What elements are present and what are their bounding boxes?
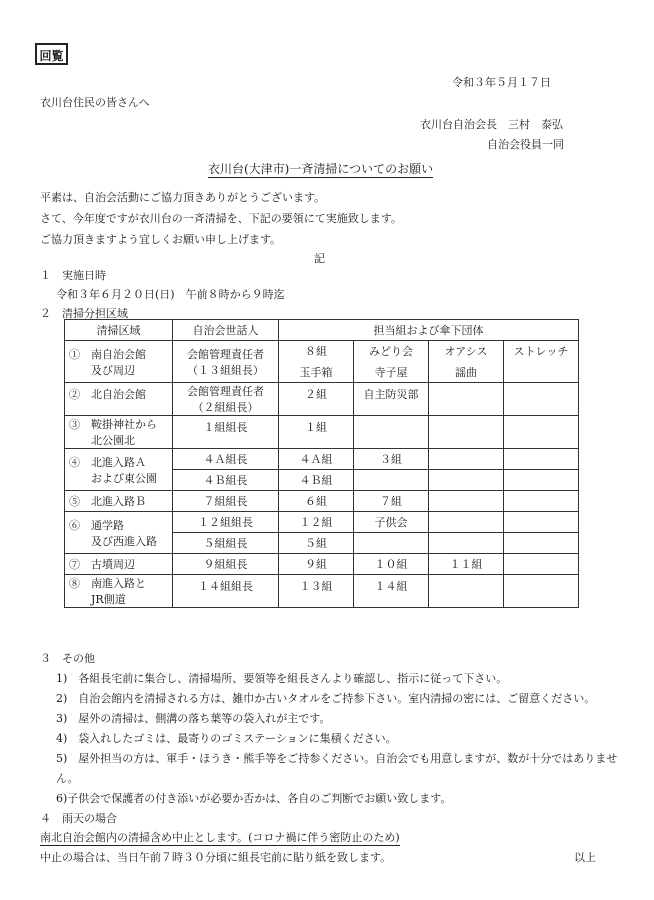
row8-manager: １４組組長 (173, 575, 279, 608)
empty-cell (504, 470, 579, 491)
row3-area: ③ 鞍掛神社から 北公園北 (65, 416, 173, 449)
table-row (65, 341, 579, 362)
table-header-row (65, 320, 579, 341)
empty-cell (429, 383, 504, 416)
empty-cell (429, 416, 504, 449)
empty-cell (504, 416, 579, 449)
row1-area: ① 南自治会館 及び周辺 (65, 341, 173, 383)
ki-mark: 記 (314, 252, 325, 265)
row7-area: ⑦ 古墳周辺 (65, 554, 173, 575)
row4-group1b: ４Ｂ組 (279, 470, 354, 491)
empty-cell (504, 533, 579, 554)
closing-mark: 以上 (574, 851, 596, 864)
row5-group2: ７組 (354, 491, 429, 512)
row2-manager: 会館管理責任者 （２組組長） (173, 383, 279, 416)
section3-item-4: 4) 袋入れしたゴミは、最寄りのゴミステーションに集積ください。 (56, 732, 397, 745)
section4-heading: ４ 雨天の場合 (40, 812, 117, 825)
empty-cell (354, 533, 429, 554)
table-row (65, 449, 579, 470)
row7-group1: ９組 (279, 554, 354, 575)
section1-heading: １ 実施日時 (40, 269, 106, 282)
row8-area: ⑧ 南進入路と JR側道 (65, 575, 173, 608)
circular-stamp: 回覧 (35, 43, 68, 65)
header-groups: 担当組および傘下団体 (279, 320, 579, 341)
document-date: 令和３年５月１７日 (452, 76, 551, 89)
empty-cell (504, 491, 579, 512)
section3-heading: ３ その他 (40, 652, 95, 665)
row8-group2: １４組 (354, 575, 429, 608)
recipient: 衣川台住民の皆さんへ (40, 96, 150, 109)
sub-header-midori: みどり会 (354, 341, 429, 362)
sender-name: 衣川台自治会長 三村 泰弘 (420, 118, 563, 131)
row2-group2: 自主防災部 (354, 383, 429, 416)
section4-body: 中止の場合は、当日午前７時３０分頃に組長宅前に貼り紙を致します。 (40, 851, 392, 864)
sub-header-oasis: オアシス (429, 341, 504, 362)
row2-area: ② 北自治会館 (65, 383, 173, 416)
empty-cell (429, 575, 504, 608)
row6-manager-b: ５組組長 (173, 533, 279, 554)
row5-area: ⑤ 北進入路Ｂ (65, 491, 173, 512)
row5-manager: ７組組長 (173, 491, 279, 512)
sub-sub-tamatebako: 玉手箱 (279, 362, 354, 383)
row5-group1: ６組 (279, 491, 354, 512)
table-row (65, 575, 579, 608)
row1-manager: 会館管理責任者 （１３組組長） (173, 341, 279, 383)
empty-cell (504, 449, 579, 470)
empty-cell (354, 416, 429, 449)
empty-cell (429, 533, 504, 554)
empty-cell (504, 383, 579, 416)
row7-manager: ９組組長 (173, 554, 279, 575)
table-row (65, 416, 579, 449)
section3-item-5-cont: ん。 (56, 772, 79, 785)
sub-sub-terakoya: 寺子屋 (354, 362, 429, 383)
intro-line-2: さて、今年度ですが衣川台の一斉清掃を、下記の要領にて実施致します。 (40, 212, 402, 225)
empty-cell (429, 512, 504, 533)
empty-cell (504, 512, 579, 533)
header-manager: 自治会世話人 (173, 320, 279, 341)
table-row (65, 512, 579, 533)
section3-item-6: 6)子供会で保護者の付き添いが必要か否かは、各自のご判断でお願い致します。 (56, 792, 452, 805)
row7-group2: １０組 (354, 554, 429, 575)
row4-manager-a: ４Ａ組長 (173, 449, 279, 470)
cleaning-area-table (64, 319, 579, 608)
empty-cell (504, 362, 579, 383)
row6-group2: 子供会 (354, 512, 429, 533)
header-area: 清掃区域 (65, 320, 173, 341)
sub-sub-youkyoku: 謡曲 (429, 362, 504, 383)
document-title-text: 衣川台(大津市)一斉清掃についてのお願い (208, 162, 434, 176)
row4-group2: ３組 (354, 449, 429, 470)
empty-cell (429, 470, 504, 491)
row8-group1: １３組 (279, 575, 354, 608)
row6-group1a: １２組 (279, 512, 354, 533)
table-row (65, 491, 579, 512)
row6-manager-a: １２組組長 (173, 512, 279, 533)
row3-manager: １組組長 (173, 416, 279, 449)
row2-group1: ２組 (279, 383, 354, 416)
sender-group: 自治会役員一同 (487, 138, 564, 151)
document-title (208, 160, 433, 177)
empty-cell (504, 554, 579, 575)
row3-group1: １組 (279, 416, 354, 449)
sub-header-8kumi: ８組 (279, 341, 354, 362)
row4-manager-b: ４Ｂ組長 (173, 470, 279, 491)
empty-cell (429, 449, 504, 470)
row6-group1b: ５組 (279, 533, 354, 554)
sub-header-stretch: ストレッチ (504, 341, 579, 362)
row4-area: ④ 北進入路Ａ および東公園 (65, 449, 173, 491)
section3-item-2: 2) 自治会館内を清掃される方は、雑巾か古いタオルをご持参下さい。室内清掃の密には、ご留意ください。 (56, 692, 596, 705)
table-row (65, 554, 579, 575)
row4-group1a: ４Ａ組 (279, 449, 354, 470)
intro-line-1: 平素は、自治会活動にご協力頂きありがとうございます。 (40, 191, 326, 204)
section1-body: 令和３年６月２０日(日) 午前８時から９時迄 (56, 288, 285, 301)
section4-notice-text: 南北自治会館内の清掃含め中止とします。(コロナ禍に伴う密防止のため) (40, 831, 400, 844)
table-row (65, 383, 579, 416)
empty-cell (429, 491, 504, 512)
row6-area: ⑥ 通学路 及び西進入路 (65, 512, 173, 554)
section3-item-1: 1) 各組長宅前に集合し、清掃場所、要領等を組長さんより確認し、指示に従って下さい。 (56, 672, 508, 685)
section2-heading: ２ 清掃分担区域 (40, 307, 128, 320)
section4-notice (40, 829, 400, 845)
empty-cell (504, 575, 579, 608)
row7-group3: １１組 (429, 554, 504, 575)
intro-line-3: ご協力頂きますよう宜しくお願い申し上げます。 (40, 233, 282, 246)
empty-cell (354, 470, 429, 491)
section3-item-3: 3) 屋外の清掃は、側溝の落ち葉等の袋入れが主です。 (56, 712, 331, 725)
section3-item-5: 5) 屋外担当の方は、軍手・ほうき・熊手等をご持参ください。自治会でも用意しますが、数が十分ではありませ (56, 752, 618, 765)
